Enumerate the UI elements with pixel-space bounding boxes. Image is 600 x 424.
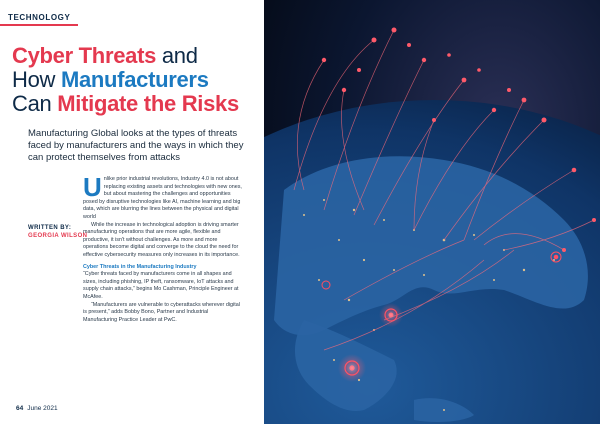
subheading: Cyber Threats in the Manufacturing Industry [83, 263, 197, 270]
headline-part: Mitigate the Risks [57, 91, 239, 116]
section-tag: TECHNOLOGY [0, 11, 78, 26]
globe-network-image [264, 0, 600, 424]
paragraph: nlike prior industrial revolutions, Industry 4.0 is not about replacing existing assets and technologies with new ones, but about mastering the challenges and opportunities posed by disruptive technologies like AI, machine learning and big data, which are blurring the lines between the physical and digital world [83, 176, 242, 220]
headline [12, 44, 272, 116]
headline-line-3 [12, 92, 272, 116]
paragraph: “Cyber threats faced by manufacturers come in all shapes and sizes, including phishing, IP theft, ransomware, IoT attacks and supply chain attacks,” begins Mo Cashman, Principle Engineer at McAfee. [83, 271, 239, 300]
headline-part: Manufacturers [60, 67, 209, 92]
headline-part: How [12, 67, 61, 92]
headline-part: and [156, 43, 198, 68]
page-number: 64 [16, 405, 24, 412]
article-body [83, 172, 243, 324]
standfirst: Manufacturing Global looks at the types of threats faced by manufacturers and the ways in which they can protect themselves from attacks [28, 128, 244, 163]
paragraph: While the increase in technological adoption is driving smarter manufacturing operations that are more agile, flexible and productive, it isn't without challenges. As more and more operations become digital and converge to the cloud the need for effective cybersecurity measures only increases in its importance. [83, 221, 240, 258]
author-name: GEORGIA WILSON [28, 233, 88, 239]
globe-network-illustration-icon [264, 0, 600, 424]
headline-line-1 [12, 44, 272, 68]
headline-part: Can [12, 91, 58, 116]
issue-date: June 2021 [27, 405, 58, 412]
headline-part: Cyber Threats [12, 43, 157, 68]
drop-cap: U [83, 172, 102, 202]
byline-label: WRITTEN BY: [28, 225, 72, 231]
headline-line-2 [12, 68, 272, 92]
paragraph: “Manufacturers are vulnerable to cyberattacks wherever digital is present,” adds Bobby Bono, Partner and Industrial Manufacturing Practice Leader at PwC. [83, 301, 240, 323]
folio [16, 405, 58, 412]
